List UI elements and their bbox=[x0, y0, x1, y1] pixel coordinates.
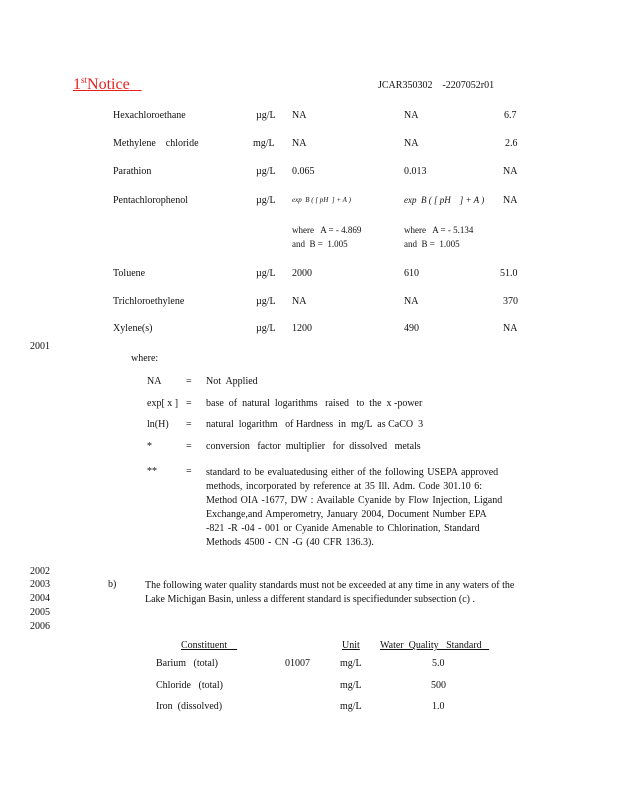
constituent-name: Methylene chloride bbox=[113, 138, 199, 149]
constituent-name: Barium (total) bbox=[156, 658, 218, 669]
storet-code: 01007 bbox=[285, 658, 310, 669]
unit: µg/L bbox=[256, 296, 276, 307]
line-number: 2005 bbox=[30, 607, 50, 618]
unit: µg/L bbox=[256, 195, 276, 206]
value-col2: NA bbox=[404, 296, 419, 307]
value-col3: 6.7 bbox=[504, 110, 517, 121]
section-text: The following water quality standards must not be exceeded at any time in any waters of the Lake Michigan Basin, unless a different standard is specifiedunder subsection (c) . bbox=[145, 580, 515, 605]
definition-text: base of natural logarithms raised to the x -power bbox=[206, 398, 423, 409]
constituent-name: Iron (dissolved) bbox=[156, 701, 223, 712]
value-col3: NA bbox=[503, 195, 518, 206]
value-col1: NA bbox=[292, 296, 307, 307]
where-label: where: bbox=[131, 353, 159, 364]
definition-term: * bbox=[147, 441, 152, 452]
definition-eq: = bbox=[186, 466, 192, 477]
unit: µg/L bbox=[256, 110, 276, 121]
unit: mg/L bbox=[253, 138, 275, 149]
constituent-name: Toluene bbox=[113, 268, 146, 279]
constituent-name: Xylene(s) bbox=[113, 323, 153, 334]
definition-eq: = bbox=[186, 376, 192, 387]
document-id: JCAR350302 -2207052r01 bbox=[378, 80, 495, 91]
constituent-name: Trichloroethylene bbox=[113, 296, 185, 307]
standard-value: 1.0 bbox=[432, 701, 445, 712]
value-col3: 370 bbox=[503, 296, 518, 307]
unit: mg/L bbox=[340, 680, 362, 691]
definition-term: NA bbox=[147, 376, 162, 387]
line-number: 2004 bbox=[30, 593, 50, 604]
definition-term: ln(H) bbox=[147, 419, 169, 430]
constituent-name: Hexachloroethane bbox=[113, 110, 186, 121]
line-number: 2006 bbox=[30, 621, 50, 632]
standard-value: 5.0 bbox=[432, 658, 445, 669]
unit: mg/L bbox=[340, 658, 362, 669]
definition-text: standard to be evaluatedusing either of the following USEPA approved methods, incorporated by reference at 35 Ill. Adm. Code 301.10 6: Method OIA -1677, DW : Available Cyanide by Flow Injection, Ligand Exchange,and Amperometry, January 2004, Document Number EPA -821 -R -04 - 001 or Cyanide Amenable to Chlorination, Standard Methods 4500 - CN -G (40 CFR 136.3). bbox=[206, 467, 503, 548]
formula-col1: exp B ( [ pH ] + A ) bbox=[292, 196, 351, 204]
standard-value: 500 bbox=[431, 680, 446, 691]
value-col2: NA bbox=[404, 110, 419, 121]
constituent-name: Chloride (total) bbox=[156, 680, 223, 691]
value-col2: NA bbox=[404, 138, 419, 149]
line-number: 2001 bbox=[30, 341, 50, 352]
definition-text: Not Applied bbox=[206, 376, 258, 387]
value-col3: 51.0 bbox=[500, 268, 518, 279]
value-col1: 2000 bbox=[292, 268, 312, 279]
penta-where-b: and B = 1.005 bbox=[404, 239, 460, 249]
column-header-constituent: Constituent bbox=[181, 640, 228, 651]
penta-where-b: and B = 1.005 bbox=[292, 239, 348, 249]
line-number: 2003 bbox=[30, 579, 50, 590]
value-col2: 490 bbox=[404, 323, 419, 334]
definition-term: ** bbox=[147, 466, 157, 477]
definition-eq: = bbox=[186, 441, 192, 452]
value-col3: 2.6 bbox=[505, 138, 518, 149]
definition-text: natural logarithm of Hardness in mg/L as CaCO 3 bbox=[206, 419, 424, 430]
value-col3: NA bbox=[503, 323, 518, 334]
value-col1: 1200 bbox=[292, 323, 312, 334]
penta-where-a: where A = - 4.869 bbox=[292, 225, 362, 235]
value-col2: 0.013 bbox=[404, 166, 427, 177]
line-number: 2002 bbox=[30, 566, 50, 577]
unit: µg/L bbox=[256, 268, 276, 279]
value-col1: 0.065 bbox=[292, 166, 315, 177]
column-header-standard: Water Quality Standard bbox=[380, 640, 482, 651]
unit: mg/L bbox=[340, 701, 362, 712]
value-col1: NA bbox=[292, 138, 307, 149]
column-header-unit: Unit bbox=[342, 640, 360, 651]
constituent-name: Parathion bbox=[113, 166, 152, 177]
formula-col2: exp B ( [ pH ] + A ) bbox=[404, 195, 485, 205]
value-col3: NA bbox=[503, 166, 518, 177]
notice-title: 1stNotice bbox=[73, 75, 130, 93]
definition-text: conversion factor multiplier for dissolved metals bbox=[206, 441, 421, 452]
unit: µg/L bbox=[256, 166, 276, 177]
value-col2: 610 bbox=[404, 268, 419, 279]
definition-eq: = bbox=[186, 398, 192, 409]
unit: µg/L bbox=[256, 323, 276, 334]
constituent-name: Pentachlorophenol bbox=[113, 195, 188, 206]
definition-term: exp[ x ] bbox=[147, 398, 179, 409]
value-col1: NA bbox=[292, 110, 307, 121]
section-label: b) bbox=[108, 579, 117, 590]
definition-eq: = bbox=[186, 419, 192, 430]
penta-where-a: where A = - 5.134 bbox=[404, 225, 474, 235]
